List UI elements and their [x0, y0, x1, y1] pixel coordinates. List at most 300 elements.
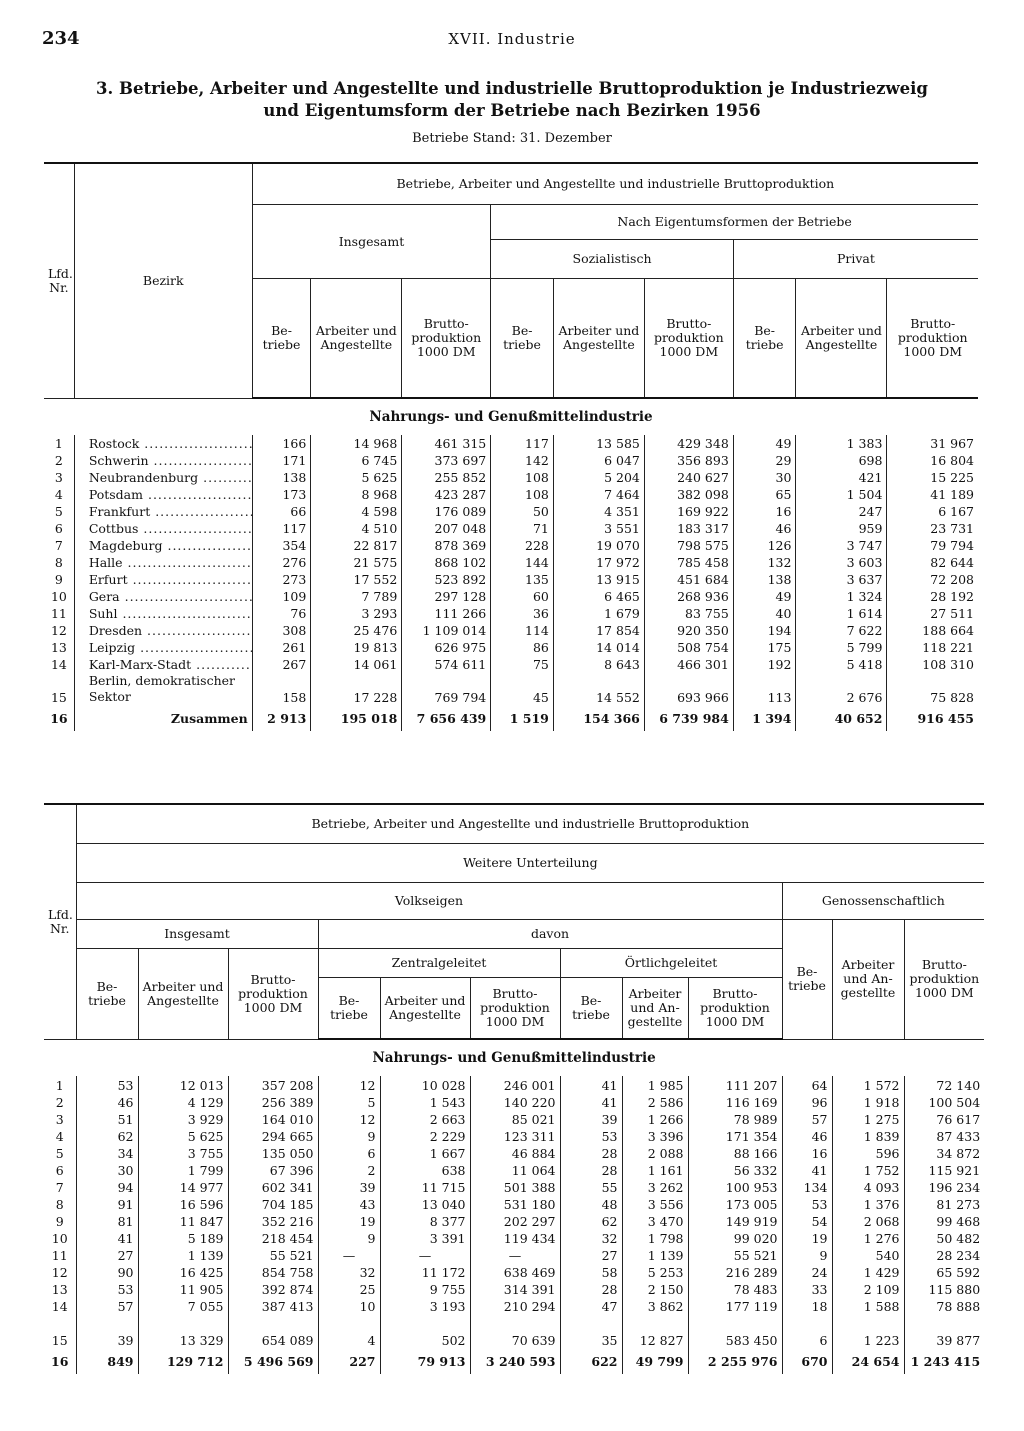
value-cell: 117 [252, 520, 311, 537]
value-cell: 9 755 [380, 1280, 470, 1297]
row-number: 13 [51, 1282, 68, 1297]
value-cell: 45 [491, 673, 554, 705]
value-cell: 392 874 [228, 1280, 318, 1297]
value-cell: 41 189 [887, 486, 978, 503]
value-cell: 10 [318, 1297, 380, 1314]
value-cell: 88 166 [688, 1144, 782, 1161]
total-value: 49 799 [622, 1348, 688, 1374]
value-cell: 769 794 [402, 673, 491, 705]
value-cell: 78 483 [688, 1280, 782, 1297]
row-number: 10 [51, 1231, 68, 1246]
row-number: 12 [51, 1265, 68, 1280]
header-top: Betriebe, Arbeiter und Angestellte und industrielle Bruttoproduktion [252, 163, 978, 205]
value-cell: 35 [560, 1314, 622, 1348]
value-cell: 48 [560, 1195, 622, 1212]
value-cell: 171 [252, 452, 311, 469]
value-cell: 268 936 [644, 588, 733, 605]
value-cell: 138 [252, 469, 311, 486]
value-cell: 218 454 [228, 1229, 318, 1246]
value-cell: 1 799 [138, 1161, 228, 1178]
total-value: 24 654 [832, 1348, 904, 1374]
value-cell: 31 967 [887, 435, 978, 452]
value-cell: 27 511 [887, 605, 978, 622]
row-number: 5 [54, 504, 63, 519]
value-cell: 4 [318, 1314, 380, 1348]
table-subtitle: Betriebe Stand: 31. Dezember [412, 131, 612, 146]
header-insgesamt: Insgesamt [252, 205, 491, 279]
value-cell: 58 [560, 1263, 622, 1280]
value-cell: 196 234 [904, 1178, 984, 1195]
table-row [44, 1246, 984, 1263]
value-cell: 1 572 [832, 1076, 904, 1093]
value-cell: 3 929 [138, 1110, 228, 1127]
value-cell: 123 311 [470, 1127, 560, 1144]
bezirk-name [74, 622, 252, 639]
row-number: 6 [55, 1163, 64, 1178]
value-cell: 108 [491, 486, 554, 503]
value-cell: 14 061 [311, 656, 402, 673]
value-cell: 71 [491, 520, 554, 537]
value-cell: 12 013 [138, 1076, 228, 1093]
value-cell: 28 192 [887, 588, 978, 605]
value-cell: 1 139 [138, 1246, 228, 1263]
bezirk-name [74, 452, 252, 469]
value-cell: 21 575 [311, 554, 402, 571]
value-cell: 29 [733, 452, 796, 469]
header-zentralgeleitet: Zentralgeleitet [318, 949, 560, 978]
total-value: 2 913 [252, 705, 311, 731]
section-heading: Nahrungs- und Genußmittelindustrie [369, 409, 653, 425]
value-cell: 15 225 [887, 469, 978, 486]
bezirk-name [74, 656, 252, 673]
value-cell: 23 731 [887, 520, 978, 537]
row-number: 8 [54, 555, 63, 570]
page-number: 234 [42, 28, 80, 49]
value-cell: 531 180 [470, 1195, 560, 1212]
bezirk-name [74, 503, 252, 520]
value-cell: 1 223 [832, 1314, 904, 1348]
header-brutto: Brutto-produktion 1000 DM [887, 279, 978, 399]
value-cell: 55 [560, 1178, 622, 1195]
header-arbeiter: Arbeiter und An-gestellte [622, 978, 688, 1040]
value-cell: 596 [832, 1144, 904, 1161]
value-cell: 188 664 [887, 622, 978, 639]
value-cell: 2 088 [622, 1144, 688, 1161]
value-cell: 461 315 [402, 435, 491, 452]
value-cell: 34 872 [904, 1144, 984, 1161]
row-number: 1 [55, 1078, 64, 1093]
value-cell: 183 317 [644, 520, 733, 537]
row-number: 6 [54, 521, 63, 536]
value-cell: — [380, 1246, 470, 1263]
table-row [44, 452, 978, 469]
value-cell: 1 276 [832, 1229, 904, 1246]
value-cell: 523 892 [402, 571, 491, 588]
value-cell: 2 229 [380, 1127, 470, 1144]
value-cell: 216 289 [688, 1263, 782, 1280]
value-cell: 16 596 [138, 1195, 228, 1212]
bezirk-label: Frankfurt ..... [89, 504, 252, 519]
row-number: 14 [50, 657, 67, 672]
table-row [44, 486, 978, 503]
value-cell: 352 216 [228, 1212, 318, 1229]
table-row [44, 1161, 984, 1178]
value-cell: 175 [733, 639, 796, 656]
table-row [44, 1229, 984, 1246]
total-value: 154 366 [553, 705, 644, 731]
value-cell: 16 [782, 1144, 832, 1161]
table-row [44, 469, 978, 486]
value-cell: 25 [318, 1280, 380, 1297]
value-cell: 177 119 [688, 1297, 782, 1314]
header-arbeiter: Arbeiter und Angestellte [553, 279, 644, 399]
value-cell: 169 922 [644, 503, 733, 520]
value-cell: — [470, 1246, 560, 1263]
value-cell: 67 396 [228, 1161, 318, 1178]
table-row [44, 435, 978, 452]
table-row [44, 673, 978, 705]
value-cell: 49 [733, 588, 796, 605]
table-row [44, 639, 978, 656]
bezirk-label: Karl-Marx-Stadt ..... [89, 657, 252, 672]
row-number: 1 [54, 436, 63, 451]
total-value: 129 712 [138, 1348, 228, 1374]
table-row [44, 1280, 984, 1297]
value-cell: 72 140 [904, 1076, 984, 1093]
row-number: 8 [55, 1197, 64, 1212]
section-heading: Nahrungs- und Genußmittelindustrie [372, 1050, 656, 1066]
value-cell: 314 391 [470, 1280, 560, 1297]
table-row [44, 571, 978, 588]
value-cell: 17 972 [553, 554, 644, 571]
bezirk-name [74, 588, 252, 605]
value-cell: 5 204 [553, 469, 644, 486]
value-cell: 142 [491, 452, 554, 469]
value-cell: 19 [318, 1212, 380, 1229]
value-cell: 451 684 [644, 571, 733, 588]
value-cell: 132 [733, 554, 796, 571]
value-cell: 3 637 [796, 571, 887, 588]
value-cell: 62 [76, 1127, 138, 1144]
value-cell: 39 [76, 1314, 138, 1348]
table-title [60, 78, 964, 122]
value-cell: 294 665 [228, 1127, 318, 1144]
value-cell: 4 093 [832, 1178, 904, 1195]
row-number: 9 [55, 1214, 64, 1229]
value-cell: 66 [252, 503, 311, 520]
value-cell: 202 297 [470, 1212, 560, 1229]
value-cell: 267 [252, 656, 311, 673]
value-cell: 57 [782, 1110, 832, 1127]
row-number: 7 [55, 1180, 64, 1195]
total-value: 227 [318, 1348, 380, 1374]
value-cell: 1 376 [832, 1195, 904, 1212]
value-cell: 854 758 [228, 1263, 318, 1280]
value-cell: 13 915 [553, 571, 644, 588]
header-betriebe: Be-triebe [318, 978, 380, 1040]
total-row [44, 1348, 984, 1374]
value-cell: 276 [252, 554, 311, 571]
total-value: 916 455 [887, 705, 978, 731]
row-number: 16 [50, 710, 68, 726]
table-row [44, 605, 978, 622]
value-cell: 1 429 [832, 1263, 904, 1280]
value-cell: 173 [252, 486, 311, 503]
value-cell: 99 020 [688, 1229, 782, 1246]
value-cell: 3 193 [380, 1297, 470, 1314]
value-cell: 583 450 [688, 1314, 782, 1348]
value-cell: 194 [733, 622, 796, 639]
bezirk-label: Neubrandenburg ..... [89, 470, 252, 485]
value-cell: 30 [76, 1161, 138, 1178]
value-cell: 111 207 [688, 1076, 782, 1093]
value-cell: 171 354 [688, 1127, 782, 1144]
value-cell: 4 598 [311, 503, 402, 520]
value-cell: 240 627 [644, 469, 733, 486]
header-brutto: Brutto-produktion 1000 DM [470, 978, 560, 1040]
total-value: 7 656 439 [402, 705, 491, 731]
value-cell: 19 [782, 1229, 832, 1246]
header-sozialistisch: Sozialistisch [491, 240, 734, 279]
value-cell: 1 109 014 [402, 622, 491, 639]
value-cell: 41 [560, 1076, 622, 1093]
value-cell: 24 [782, 1263, 832, 1280]
value-cell: 53 [782, 1195, 832, 1212]
bezirk-name [74, 571, 252, 588]
value-cell: 115 921 [904, 1161, 984, 1178]
value-cell: 135 [491, 571, 554, 588]
value-cell: 693 966 [644, 673, 733, 705]
value-cell: 423 287 [402, 486, 491, 503]
value-cell: 70 639 [470, 1314, 560, 1348]
value-cell: 540 [832, 1246, 904, 1263]
header-betriebe: Be-triebe [560, 978, 622, 1040]
header-betriebe: Be-triebe [782, 920, 832, 1040]
table-row [44, 1110, 984, 1127]
value-cell: 81 273 [904, 1195, 984, 1212]
value-cell: 158 [252, 673, 311, 705]
row-number: 13 [50, 640, 67, 655]
value-cell: 373 697 [402, 452, 491, 469]
header-insgesamt: Insgesamt [76, 920, 318, 949]
value-cell: 387 413 [228, 1297, 318, 1314]
value-cell: 10 028 [380, 1076, 470, 1093]
total-value: 670 [782, 1348, 832, 1374]
row-number: 14 [51, 1299, 68, 1314]
value-cell: 11 715 [380, 1178, 470, 1195]
value-cell: 5 799 [796, 639, 887, 656]
value-cell: 1 985 [622, 1076, 688, 1093]
header-volkseigen: Volkseigen [76, 883, 782, 920]
value-cell: 6 465 [553, 588, 644, 605]
value-cell: 1 839 [832, 1127, 904, 1144]
value-cell: 13 585 [553, 435, 644, 452]
total-value: 2 255 976 [688, 1348, 782, 1374]
value-cell: 47 [560, 1297, 622, 1314]
header-arbeiter: Arbeiter und Angestellte [138, 949, 228, 1040]
value-cell: 76 617 [904, 1110, 984, 1127]
value-cell: 6 745 [311, 452, 402, 469]
value-cell: 57 [76, 1297, 138, 1314]
value-cell: 501 388 [470, 1178, 560, 1195]
row-number: 3 [54, 470, 63, 485]
row-number: 9 [54, 572, 63, 587]
value-cell: 65 [733, 486, 796, 503]
value-cell: 1 679 [553, 605, 644, 622]
value-cell: 228 [491, 537, 554, 554]
total-value: 622 [560, 1348, 622, 1374]
value-cell: 14 977 [138, 1178, 228, 1195]
value-cell: 1 504 [796, 486, 887, 503]
value-cell: 574 611 [402, 656, 491, 673]
value-cell: 5 189 [138, 1229, 228, 1246]
value-cell: 72 208 [887, 571, 978, 588]
value-cell: 41 [782, 1161, 832, 1178]
value-cell: 75 [491, 656, 554, 673]
value-cell: 50 [491, 503, 554, 520]
value-cell: 46 [76, 1093, 138, 1110]
total-value: 1 243 415 [904, 1348, 984, 1374]
bezirk-label: Berlin, demokratischer Sektor [88, 673, 236, 704]
value-cell: 4 510 [311, 520, 402, 537]
bezirk-name [74, 639, 252, 656]
value-cell: 108 310 [887, 656, 978, 673]
value-cell: 14 968 [311, 435, 402, 452]
value-cell: 16 804 [887, 452, 978, 469]
value-cell: 173 005 [688, 1195, 782, 1212]
value-cell: 111 266 [402, 605, 491, 622]
value-cell: 41 [560, 1093, 622, 1110]
header-betriebe: Be-triebe [252, 279, 311, 399]
value-cell: 7 789 [311, 588, 402, 605]
value-cell: 356 893 [644, 452, 733, 469]
value-cell: 17 854 [553, 622, 644, 639]
table-row [44, 1212, 984, 1229]
value-cell: 30 [733, 469, 796, 486]
value-cell: 3 396 [622, 1127, 688, 1144]
value-cell: 8 643 [553, 656, 644, 673]
value-cell: 53 [560, 1127, 622, 1144]
value-cell: 39 [318, 1178, 380, 1195]
header-brutto: Brutto-produktion 1000 DM [402, 279, 491, 399]
bezirk-label: Erfurt ..... [89, 572, 252, 587]
table-row [44, 588, 978, 605]
value-cell: 638 [380, 1161, 470, 1178]
value-cell: 19 813 [311, 639, 402, 656]
value-cell: 13 329 [138, 1314, 228, 1348]
row-number: 5 [55, 1146, 64, 1161]
table-by-ownership [44, 162, 978, 731]
total-row [44, 705, 978, 731]
value-cell: 39 [560, 1110, 622, 1127]
value-cell: 28 [560, 1280, 622, 1297]
value-cell: 62 [560, 1212, 622, 1229]
header-betriebe: Be-triebe [491, 279, 554, 399]
bezirk-name [74, 520, 252, 537]
value-cell: 2 663 [380, 1110, 470, 1127]
value-cell: 79 794 [887, 537, 978, 554]
value-cell: 508 754 [644, 639, 733, 656]
value-cell: 33 [782, 1280, 832, 1297]
value-cell: 12 [318, 1076, 380, 1093]
value-cell: 16 425 [138, 1263, 228, 1280]
value-cell: 256 389 [228, 1093, 318, 1110]
bezirk-label: Rostock ..... [89, 436, 252, 451]
value-cell: 4 129 [138, 1093, 228, 1110]
value-cell: 2 068 [832, 1212, 904, 1229]
value-cell: 90 [76, 1263, 138, 1280]
header-betriebe: Be-triebe [76, 949, 138, 1040]
value-cell: 2 676 [796, 673, 887, 705]
value-cell: 3 556 [622, 1195, 688, 1212]
total-value: 849 [76, 1348, 138, 1374]
value-cell: 32 [560, 1229, 622, 1246]
value-cell: 207 048 [402, 520, 491, 537]
title-line-1: 3. Betriebe, Arbeiter und Angestellte und industrielle Bruttoproduktion je Industriezweig [96, 79, 928, 98]
row-number: 10 [50, 589, 67, 604]
value-cell: 7 055 [138, 1297, 228, 1314]
value-cell: 149 919 [688, 1212, 782, 1229]
value-cell: 5 418 [796, 656, 887, 673]
header-arbeiter: Arbeiter und Angestellte [380, 978, 470, 1040]
value-cell: 78 888 [904, 1297, 984, 1314]
header-top: Betriebe, Arbeiter und Angestellte und industrielle Bruttoproduktion [76, 804, 984, 844]
value-cell: 64 [782, 1076, 832, 1093]
value-cell: 6 167 [887, 503, 978, 520]
total-value: 5 496 569 [228, 1348, 318, 1374]
value-cell: 118 221 [887, 639, 978, 656]
value-cell: 3 862 [622, 1297, 688, 1314]
value-cell: 116 169 [688, 1093, 782, 1110]
value-cell: 3 755 [138, 1144, 228, 1161]
value-cell: 76 [252, 605, 311, 622]
value-cell: 54 [782, 1212, 832, 1229]
value-cell: 17 228 [311, 673, 402, 705]
bezirk-label: Potsdam ..... [89, 487, 252, 502]
value-cell: 134 [782, 1178, 832, 1195]
bezirk-name [74, 486, 252, 503]
table-row [44, 537, 978, 554]
value-cell: 466 301 [644, 656, 733, 673]
value-cell: 6 [782, 1314, 832, 1348]
value-cell: 100 504 [904, 1093, 984, 1110]
value-cell: 50 482 [904, 1229, 984, 1246]
value-cell: 34 [76, 1144, 138, 1161]
value-cell: 49 [733, 435, 796, 452]
value-cell: 11 172 [380, 1263, 470, 1280]
chapter-heading: XVII. Industrie [448, 30, 576, 48]
header-arbeiter: Arbeiter und An-gestellte [832, 920, 904, 1040]
value-cell: 126 [733, 537, 796, 554]
value-cell: 1 752 [832, 1161, 904, 1178]
table-further-breakdown [44, 803, 984, 1374]
value-cell: 109 [252, 588, 311, 605]
value-cell: 5 625 [311, 469, 402, 486]
value-cell: 12 [318, 1110, 380, 1127]
bezirk-name [74, 673, 252, 705]
value-cell: 28 234 [904, 1246, 984, 1263]
value-cell: 22 817 [311, 537, 402, 554]
header-weitere-unterteilung: Weitere Unterteilung [76, 844, 984, 883]
value-cell: 117 [491, 435, 554, 452]
value-cell: 1 588 [832, 1297, 904, 1314]
value-cell: 13 040 [380, 1195, 470, 1212]
table-row [44, 503, 978, 520]
total-value: 3 240 593 [470, 1348, 560, 1374]
row-number: 2 [54, 453, 63, 468]
table-row [44, 1263, 984, 1280]
value-cell: 421 [796, 469, 887, 486]
